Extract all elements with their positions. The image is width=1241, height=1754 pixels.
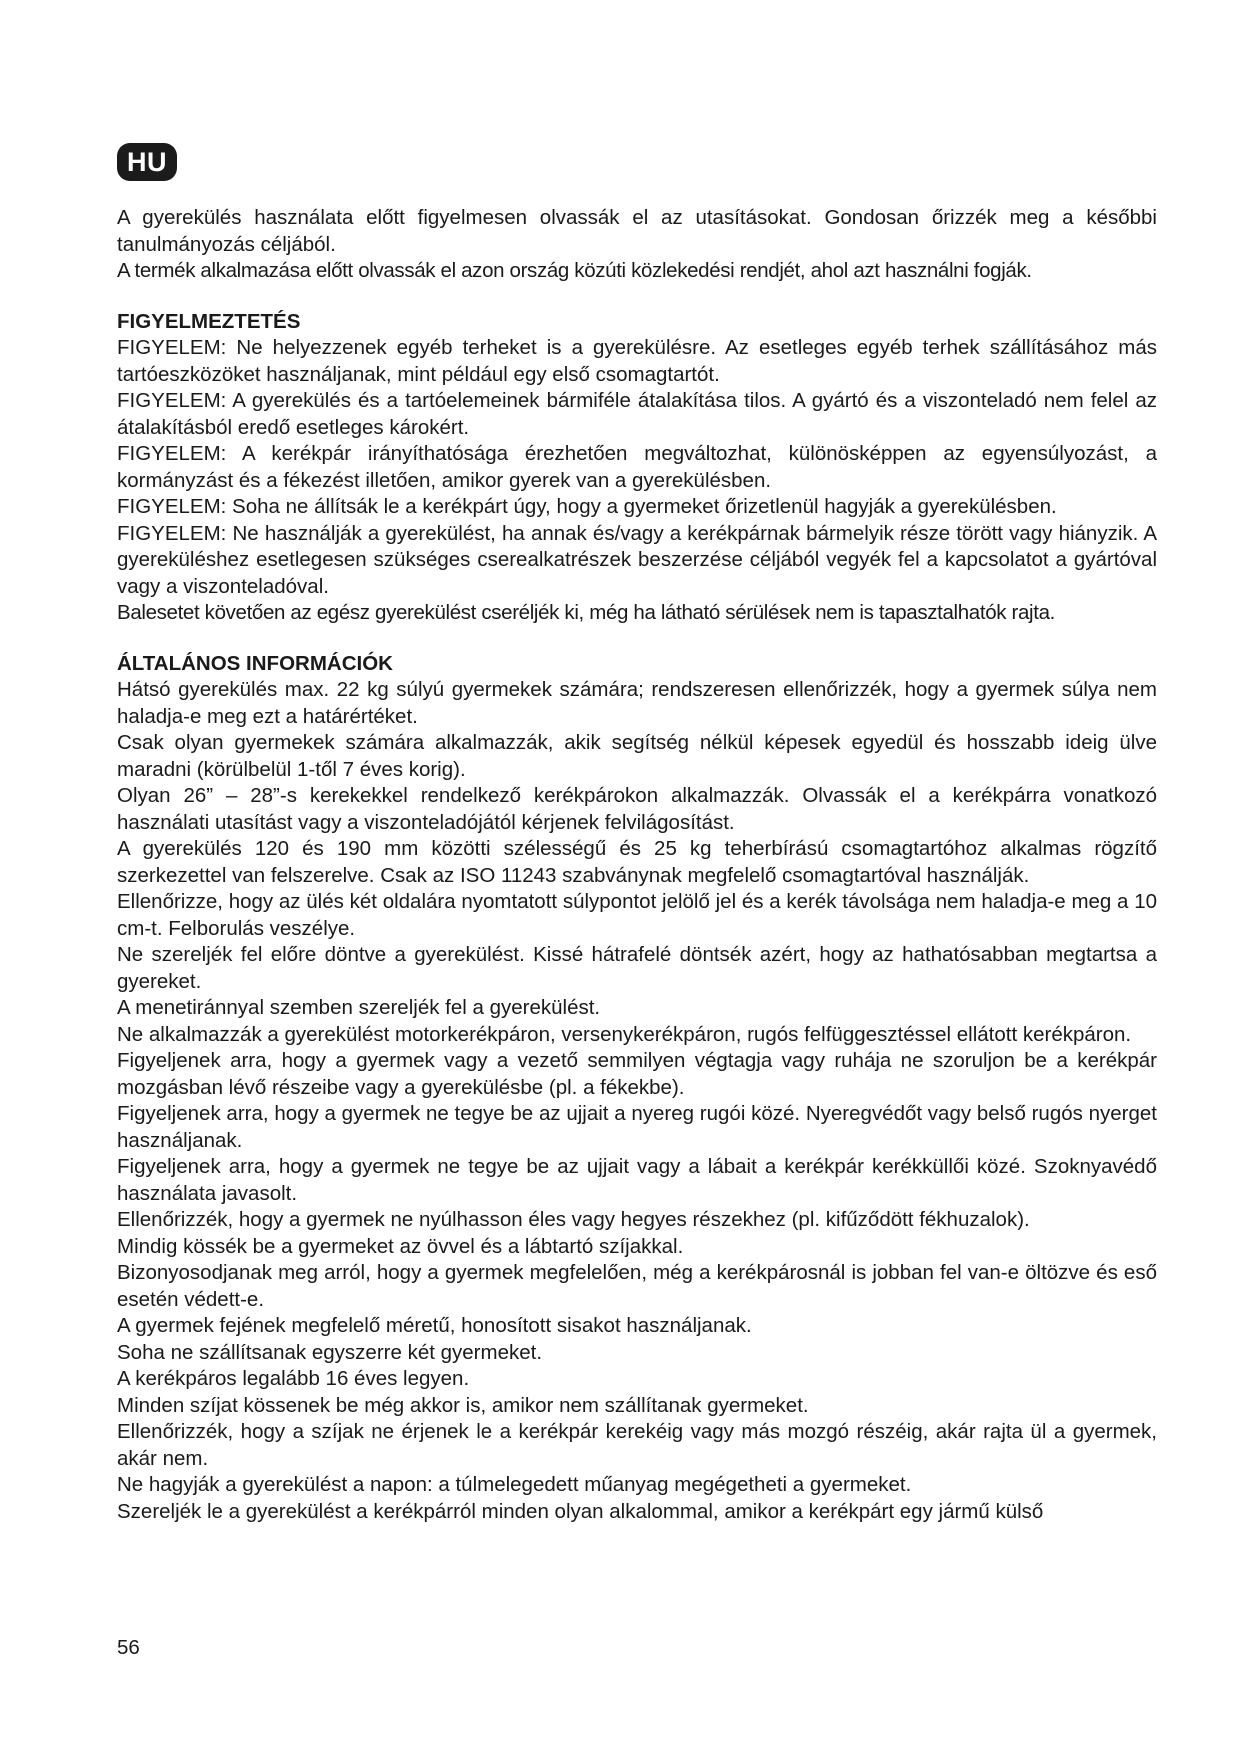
- intro-paragraph-1: A gyerekülés használata előtt figyelmesen olvassák el az utasításokat. Gondosan őrizzék meg a későbbi tanulmányozás céljából.: [117, 206, 1157, 256]
- warning-paragraph: FIGYELEM: A kerékpár irányíthatósága érezhetően megváltozhat, különösképpen az egyensúlyozást, a kormányzást és a fékezést illetően, amikor gyerek van a gyerekülésben.: [117, 442, 1157, 492]
- general-paragraph: Ellenőrizzék, hogy a gyermek ne nyúlhasson éles vagy hegyes részekhez (pl. kifűződött fékhuzalok).: [117, 1208, 1030, 1231]
- warning-paragraph: FIGYELEM: Soha ne állítsák le a kerékpárt úgy, hogy a gyermeket őrizetlenül hagyják a gyerekülésben.: [117, 495, 1057, 518]
- general-paragraph: Ne hagyják a gyerekülést a napon: a túlmelegedett műanyag megégetheti a gyermeket.: [117, 1473, 912, 1496]
- warning-paragraph: FIGYELEM: A gyerekülés és a tartóelemeinek bármiféle átalakítása tilos. A gyártó és a viszonteladó nem felel az átalakításból eredő esetleges károkért.: [117, 389, 1157, 439]
- general-paragraph: Szereljék le a gyerekülést a kerékpárról minden olyan alkalommal, amikor a kerékpárt egy jármű külső: [117, 1499, 1044, 1523]
- general-paragraph: A gyerekülés 120 és 190 mm közötti szélességű és 25 kg teherbírású csomagtartóhoz alkalmas rögzítő szerkezettel van felszerelve. Csak az ISO 11243 szabványnak megfelelő csomagtartóval használják.: [117, 837, 1157, 887]
- general-paragraph: Figyeljenek arra, hogy a gyermek ne tegye be az ujjait a nyereg rugói közé. Nyeregvédőt vagy belső rugós nyerget használjanak.: [117, 1102, 1157, 1152]
- general-paragraph: Ne alkalmazzák a gyerekülést motorkerékpáron, versenykerékpáron, rugós felfüggesztéssel ellátott kerékpáron.: [117, 1022, 1132, 1046]
- page-number: 56: [117, 1636, 140, 1659]
- general-paragraph: Hátsó gyerekülés max. 22 kg súlyú gyermekek számára; rendszeresen ellenőrizzék, hogy a gyermek súlya nem haladja-e meg ezt a határértéket.: [117, 678, 1157, 728]
- general-paragraph: Minden szíjat kössenek be még akkor is, amikor nem szállítanak gyermeket.: [117, 1393, 809, 1417]
- general-paragraph: Figyeljenek arra, hogy a gyermek ne tegye be az ujjait vagy a lábait a kerékpár kerékküllői közé. Szoknyavédő használata javasolt.: [117, 1155, 1157, 1205]
- general-paragraph: Figyeljenek arra, hogy a gyermek vagy a vezető semmilyen végtagja vagy ruhája ne szoruljon be a kerékpár mozgásban lévő részeibe vagy a gyerekülésbe (pl. a fékekbe).: [117, 1049, 1157, 1099]
- general-paragraph: A menetiránnyal szemben szereljék fel a gyerekülést.: [117, 996, 601, 1019]
- general-info-heading: ÁLTALÁNOS INFORMÁCIÓK: [117, 651, 393, 675]
- general-paragraph: A gyermek fejének megfelelő méretű, honosított sisakot használjanak.: [117, 1314, 752, 1337]
- general-paragraph: Csak olyan gyermekek számára alkalmazzák, akik segítség nélkül képesek egyedül és hosszabb ideig ülve maradni (körülbelül 1-től 7 éves korig).: [117, 731, 1157, 781]
- section-gap: [117, 627, 1157, 651]
- intro-paragraph-2: A termék alkalmazása előtt olvassák el azon ország közúti közlekedési rendjét, ahol azt használni fogják.: [117, 259, 1032, 282]
- language-badge: HU: [117, 143, 177, 181]
- general-paragraph: Ne szereljék fel előre döntve a gyerekülést. Kissé hátrafelé döntsék azért, hogy az hathatósabban megtartsa a gyereket.: [117, 943, 1157, 993]
- general-paragraph: Mindig kössék be a gyermeket az övvel és a lábtartó szíjakkal.: [117, 1234, 684, 1258]
- page-content: [117, 205, 1157, 1525]
- general-paragraph: Olyan 26” – 28”-s kerekekkel rendelkező kerékpárokon alkalmazzák. Olvassák el a kerékpárra vonatkozó használati utasítást vagy a viszonteladójától kérjenek felvilágosítást.: [117, 784, 1157, 834]
- warning-paragraph: FIGYELEM: Ne használják a gyerekülést, ha annak és/vagy a kerékpárnak bármelyik része törött vagy hiányzik. A gyereküléshez esetlegesen szükséges cserealkatrészek beszerzése céljából vegyék fel a kapcsolatot a gyártóval vagy a viszonteladóval.: [117, 521, 1157, 598]
- warning-paragraph: FIGYELEM: Ne helyezzenek egyéb terheket is a gyerekülésre. Az esetleges egyéb terhek szállításához más tartóeszközöket használjanak, mint például egy első csomagtartót.: [117, 336, 1157, 386]
- general-paragraph: Ellenőrizzék, hogy a szíjak ne érjenek le a kerékpár kerekéig vagy más mozgó részéig, akár rajta ül a gyermek, akár nem.: [117, 1420, 1157, 1470]
- warning-paragraph: Balesetet követően az egész gyerekülést cseréljék ki, még ha látható sérülések nem is tapasztalhatók rajta.: [117, 601, 1055, 624]
- section-gap: [117, 285, 1157, 309]
- general-paragraph: Bizonyosodjanak meg arról, hogy a gyermek megfelelően, még a kerékpárosnál is jobban fel van-e öltözve és eső esetén védett-e.: [117, 1261, 1157, 1311]
- general-paragraph: Ellenőrizze, hogy az ülés két oldalára nyomtatott súlypontot jelölő jel és a kerék távolsága nem haladja-e meg a 10 cm-t. Felborulás veszélye.: [117, 890, 1157, 940]
- general-paragraph: Soha ne szállítsanak egyszerre két gyermeket.: [117, 1340, 543, 1364]
- general-paragraph: A kerékpáros legalább 16 éves legyen.: [117, 1367, 470, 1390]
- warning-heading: FIGYELMEZTETÉS: [117, 309, 301, 333]
